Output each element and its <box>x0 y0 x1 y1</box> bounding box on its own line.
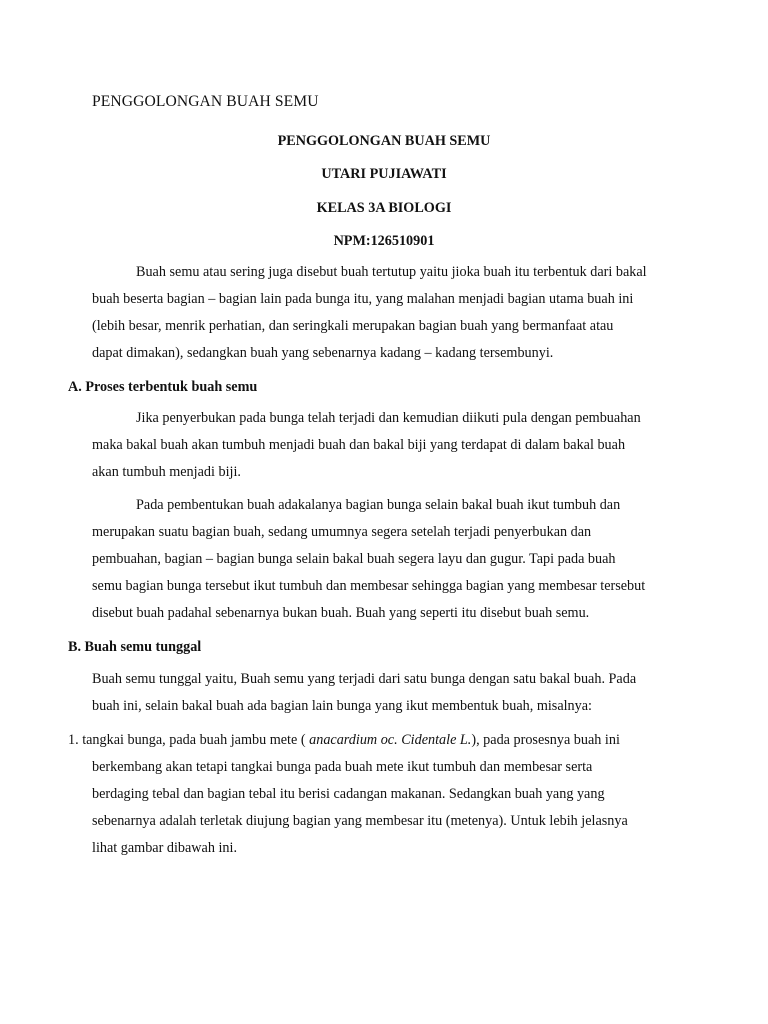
scientific-name: anacardium oc. Cidentale L. <box>309 732 472 748</box>
paragraph-line: akan tumbuh menjadi biji. <box>92 464 241 480</box>
paragraph-line: Buah semu tunggal yaitu, Buah semu yang terjadi dari satu bunga dengan satu bakal buah. Pada <box>92 671 637 687</box>
header-npm: NPM:126510901 <box>333 233 435 249</box>
list-item-line: sebenarnya adalah terletak diujung bagian yang membesar itu (metenya). Untuk lebih jelasnya <box>92 813 628 829</box>
section-b-heading: B. Buah semu tunggal <box>68 639 202 655</box>
paragraph-line: semu bagian bunga tersebut ikut tumbuh dan membesar sehingga bagian yang membesar tersebut <box>92 578 646 594</box>
paragraph-line: Pada pembentukan buah adakalanya bagian bunga selain bakal buah ikut tumbuh dan <box>136 497 621 513</box>
paragraph-line: disebut buah padahal sebenarnya bukan buah. Buah yang seperti itu disebut buah semu. <box>92 605 590 621</box>
list-item-text: 1. tangkai bunga, pada buah jambu mete ( <box>68 732 310 748</box>
list-item-1 <box>68 727 688 862</box>
intro-paragraph <box>92 259 687 367</box>
section-a-paragraph-2 <box>92 492 687 627</box>
list-item-line: lihat gambar dibawah ini. <box>92 840 237 856</box>
header-class: KELAS 3A BIOLOGI <box>316 200 452 216</box>
intro-line: (lebih besar, menrik perhatian, dan seringkali merupakan bagian buah yang bermanfaat atau <box>92 318 614 334</box>
section-a-heading: A. Proses terbentuk buah semu <box>68 379 258 395</box>
intro-line: dapat dimakan), sedangkan buah yang sebenarnya kadang – kadang tersembunyi. <box>92 345 554 361</box>
header-title: PENGGOLONGAN BUAH SEMU <box>277 133 491 149</box>
paragraph-line: pembuahan, bagian – bagian bunga selain bakal buah segera layu dan gugur. Tapi pada buah <box>92 551 616 567</box>
list-item-line: berkembang akan tetapi tangkai bunga pada buah mete ikut tumbuh dan membesar serta <box>92 759 593 775</box>
paragraph-line: Jika penyerbukan pada bunga telah terjadi dan kemudian diikuti pula dengan pembuahan <box>136 410 641 426</box>
intro-line: Buah semu atau sering juga disebut buah tertutup yaitu jioka buah itu terbentuk dari bakal <box>136 264 647 280</box>
section-b-paragraph-1 <box>92 666 687 720</box>
paragraph-line: maka bakal buah akan tumbuh menjadi buah dan bakal biji yang terdapat di dalam bakal buah <box>92 437 626 453</box>
paragraph-line: buah ini, selain bakal buah ada bagian lain bunga yang ikut membentuk buah, misalnya: <box>92 698 592 714</box>
intro-line: buah beserta bagian – bagian lain pada bunga itu, yang malahan menjadi bagian utama buah ini <box>92 291 634 307</box>
page-title: PENGGOLONGAN BUAH SEMU <box>92 93 319 110</box>
paragraph-line: merupakan suatu bagian buah, sedang umumnya segera setelah terjadi penyerbukan dan <box>92 524 592 540</box>
list-item-text: ), pada prosesnya buah ini <box>471 732 620 748</box>
list-item-line: berdaging tebal dan bagian tebal itu berisi cadangan makanan. Sedangkan buah yang yang <box>92 786 605 802</box>
section-a-paragraph-1 <box>92 405 687 486</box>
header-author: UTARI PUJIAWATI <box>321 166 447 182</box>
